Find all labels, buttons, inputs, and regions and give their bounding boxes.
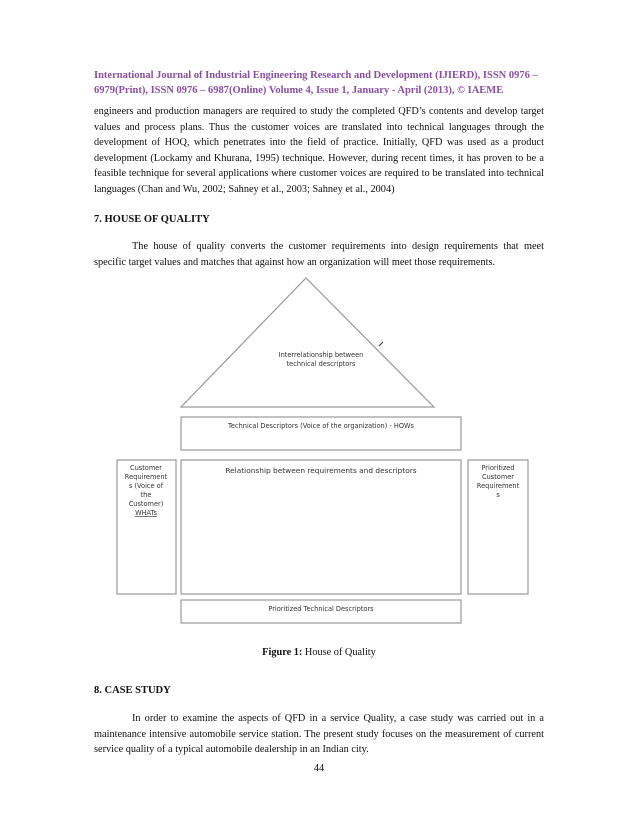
prioritized-technical-label: Prioritized Technical Descriptors	[268, 605, 374, 613]
section-7-heading: 7. HOUSE OF QUALITY	[94, 214, 210, 225]
roof-tick	[379, 342, 383, 346]
relationship-matrix-box	[181, 460, 461, 594]
customer-req-line2: Requirement	[124, 473, 168, 481]
customer-req-line3: s (Voice of	[128, 482, 164, 490]
prioritized-cust-line4: s	[496, 491, 500, 499]
roof-triangle	[181, 278, 434, 407]
technical-descriptors-label: Technical Descriptors (Voice of the organization) - HOWs	[228, 422, 414, 430]
section-7-paragraph: The house of quality converts the customer requirements into design requirements that meet specific target values and matches that against how an organization will meet those requirements.	[94, 241, 544, 268]
figure-caption	[0, 647, 638, 658]
customer-req-line1: Customer	[129, 464, 163, 472]
section-8-heading: 8. CASE STUDY	[94, 685, 171, 696]
journal-header-line2: 6979(Print), ISSN 0976 – 6987(Online) Volume 4, Issue 1, January - April (2013), © IAEME	[94, 85, 504, 96]
page-number: 44	[313, 763, 325, 774]
customer-req-line6: WHATs	[135, 509, 157, 517]
prioritized-cust-line2: Customer	[481, 473, 515, 481]
relationship-label: Relationship between requirements and descriptors	[225, 466, 417, 475]
section-8-paragraph: In order to examine the aspects of QFD in a service Quality, a case study was carried out in a maintenance intensive automobile service station. The present study focuses on the measurement of current service quality of a typical automobile dealership in an Indian city.	[94, 713, 544, 756]
customer-req-line5: Customer)	[128, 500, 164, 508]
figure-caption-label: Figure 1:	[262, 647, 303, 658]
prioritized-cust-line1: Prioritized	[481, 464, 515, 472]
roof-label-line1: Interrelationship between	[278, 351, 364, 359]
roof-label-line2: technical descriptors	[286, 360, 356, 368]
prioritized-cust-line3: Requirement	[476, 482, 520, 490]
journal-header-line1: International Journal of Industrial Engineering Research and Development (IJIERD), ISSN 0976 –	[94, 70, 538, 81]
customer-req-line4: the	[140, 491, 152, 499]
intro-paragraph: engineers and production managers are required to study the completed QFD’s contents and develop target values and process plans. Thus the customer voices are translated into technical languages through the development of HOQ, which penetrates into the field of practice. Initially, QFD was used as a product development (Lockamy and Khurana, 1995) technique. However, during recent times, it has proven to be a feasible technique for several applications where customer voices are required to be translated into technical languages (Chan and Wu, 2002; Sahney et al., 2003; Sahney et al., 2004)	[94, 106, 544, 195]
figure-caption-text: House of Quality	[302, 647, 376, 658]
